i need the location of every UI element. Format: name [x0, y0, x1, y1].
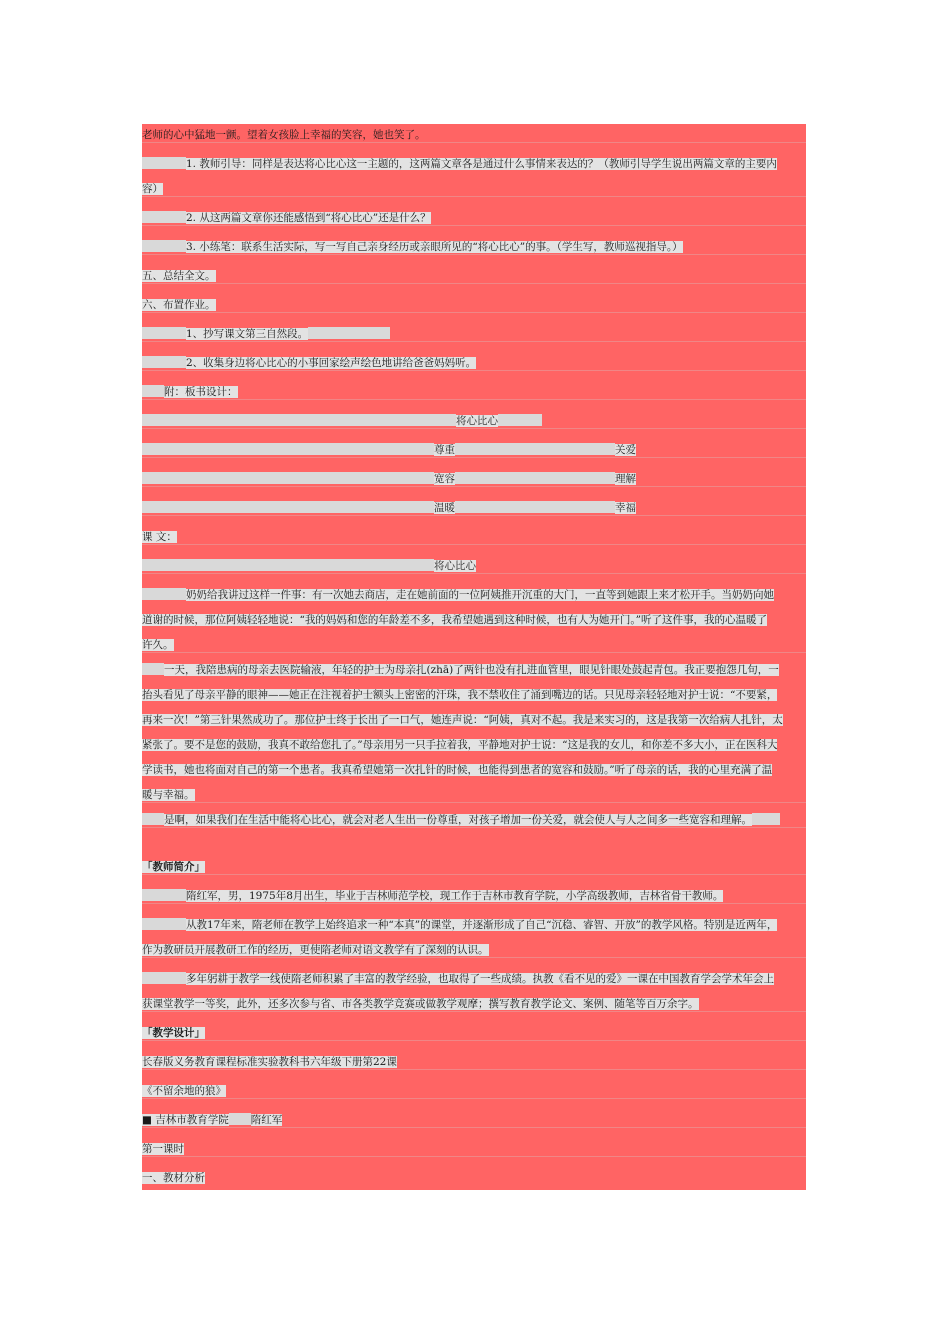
paragraph-line: 从教17年来，隋老师在教学上始终追求一种“本真”的课堂，并逐渐形成了自己“沉稳、睿智、开放”的教学风格。特别是近两年，: [142, 918, 806, 932]
teaching-design-heading: 「教学设计」: [142, 1026, 806, 1041]
question-3: 3. 小练笔：联系生活实际，写一写自己亲身经历或亲眼所见的“将心比心”的事。（学生写，教师巡视指导。）: [142, 240, 806, 255]
paragraph-line: 紧张了。要不是您的鼓励，我真不敢给您扎了。”母亲用另一只手拉着我，平静地对护士说：“这是我的女儿，和你差不多大小，正在医科大: [142, 739, 778, 751]
paragraph-line: 是啊，如果我们在生活中能将心比心，就会对老人生出一份尊重，对孩子增加一份关爱，就会使人与人之间多一些宽容和理解。: [142, 813, 806, 828]
paragraph-line: 隋红军，男，1975年8月出生，毕业于吉林师范学校，现工作于吉林市教育学院，小学高级教师，吉林省骨干教师。: [142, 889, 806, 904]
section-heading: 一、教材分析: [142, 1172, 205, 1184]
question-2: 2. 从这两篇文章你还能感悟到“将心比心”还是什么？: [142, 211, 806, 226]
lesson-title: 将心比心: [142, 559, 806, 574]
section-heading: 第一课时: [142, 1142, 806, 1157]
paragraph-line: 获课堂教学一等奖，此外，还多次参与省、市各类教学竞赛或做教学观摩；撰写教育教学论文、案例、随笔等百万余字。: [142, 997, 806, 1012]
paragraph-line: 道谢的时候，那位阿姨轻轻地说：“我的妈妈和您的年龄差不多，我希望她遇到这种时候，也有人为她开门。”听了这件事，我的心温暖了: [142, 614, 767, 626]
document-page: [142, 124, 806, 1190]
board-row: 宽容 理解: [142, 472, 806, 487]
question-1: 1. 教师引导：同样是表达将心比心这一主题的，这两篇文章各是通过什么事情来表达的？（教师引导学生说出两篇文章的主要内: [142, 157, 806, 171]
board-title: 将心比心: [142, 414, 806, 429]
board-row: 温暖 幸福: [142, 501, 806, 516]
author-line: ■ 吉林市教育学院 隋红军: [142, 1113, 806, 1128]
lesson-name: 《不留余地的狼》: [142, 1084, 806, 1099]
homework-item: 2、收集身边将心比心的小事回家绘声绘色地讲给爸爸妈妈听。: [142, 356, 806, 371]
paragraph-line: 多年躬耕于教学一线使隋老师积累了丰富的教学经验，也取得了一些成绩。执教《看不见的爱》一课在中国教育学会学术年会上: [142, 972, 806, 986]
text-line: 老师的心中猛地一颤。望着女孩脸上幸福的笑容，她也笑了。: [142, 128, 806, 143]
board-row: 尊重 关爱: [142, 443, 806, 458]
board-design-label: 附：板书设计：: [142, 385, 806, 400]
paragraph-line: 奶奶给我讲过这样一件事：有一次她去商店，走在她前面的一位阿姨推开沉重的大门，一直等到她跟上来才松开手。当奶奶向她: [142, 588, 806, 602]
paragraph-line: 再来一次！”第三针果然成功了。那位护士终于长出了一口气，她连声说：“阿姨，真对不起。我是来实习的，这是我第一次给病人扎针，太: [142, 714, 783, 726]
paragraph-line: 许久。: [142, 638, 806, 653]
paragraph-line: 暖与幸福。: [142, 788, 806, 803]
homework-item: 1、抄写课文第三自然段。: [142, 327, 806, 342]
text-line: 容）: [142, 182, 806, 197]
section-heading: 六、布置作业。: [142, 298, 806, 313]
paragraph-line: 一天，我陪患病的母亲去医院输液，年轻的护士为母亲扎(zhā)了两针也没有扎进血管里，眼见针眼处鼓起青包。我正要抱怨几句，一: [142, 663, 806, 677]
paragraph-line: 学读书，她也将面对自己的第一个患者。我真希望她第一次扎针的时候，也能得到患者的宽容和鼓励。”听了母亲的话，我的心里充满了温: [142, 764, 773, 776]
text-label: 课 文：: [142, 530, 806, 545]
section-heading: 五、总结全文。: [142, 269, 806, 284]
paragraph-line: 作为教研员开展教研工作的经历，更使隋老师对语文教学有了深刻的认识。: [142, 943, 806, 958]
paragraph-line: 抬头看见了母亲平静的眼神——她正在注视着护士额头上密密的汗珠，我不禁收住了涌到嘴边的话。只见母亲轻轻地对护士说：“不要紧，: [142, 689, 778, 701]
teacher-intro-heading: 「教师简介」: [142, 860, 806, 875]
textbook-line: 长春版义务教育课程标准实验教科书六年级下册第22课: [142, 1055, 806, 1070]
